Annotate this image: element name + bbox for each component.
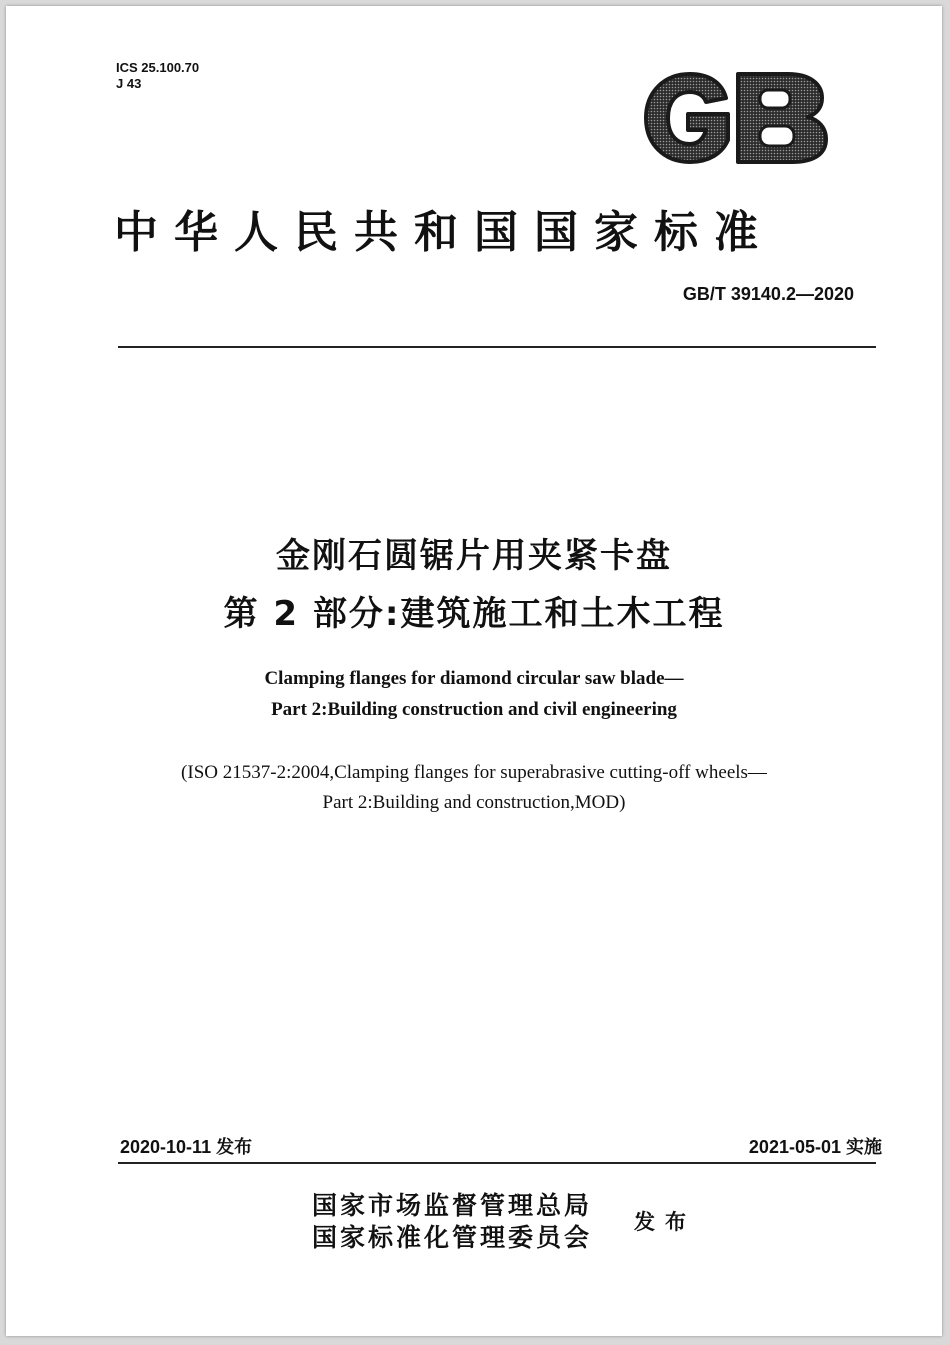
issuer-sac: 国家标准化管理委员会 (312, 1223, 593, 1252)
gb-logo (638, 68, 830, 168)
ccs-code: J 43 (116, 76, 142, 91)
issuer-samr: 国家市场监督管理总局 (312, 1191, 593, 1220)
standard-cover-page (6, 6, 942, 1336)
classification-codes (116, 60, 199, 92)
iso-reference-line-2: Part 2:Building and construction,MOD) (322, 792, 626, 813)
issue-label: 发布 (634, 1209, 696, 1234)
english-title-line-2: Part 2:Building construction and civil engineering (271, 699, 677, 720)
english-title-line-1: Clamping flanges for diamond circular saw blade— (264, 668, 684, 689)
publication-date: 2020-10-11 发布 (120, 1137, 253, 1157)
chinese-title-line-1: 金刚石圆锯片用夹紧卡盘 (276, 536, 672, 576)
top-divider (118, 346, 876, 348)
national-standard-heading: 中华人民共和国国家标准 (114, 207, 774, 258)
standard-code: GB/T 39140.2—2020 (682, 284, 854, 304)
iso-reference-line-1: (ISO 21537-2:2004,Clamping flanges for superabrasive cutting-off wheels— (181, 762, 767, 783)
chinese-title-line-2: 第 2 部分:建筑施工和土木工程 (223, 594, 725, 634)
issuing-authorities (312, 1190, 592, 1254)
effective-date: 2021-05-01 实施 (748, 1137, 882, 1157)
ics-code: ICS 25.100.70 (116, 60, 200, 75)
bottom-divider (118, 1162, 876, 1164)
